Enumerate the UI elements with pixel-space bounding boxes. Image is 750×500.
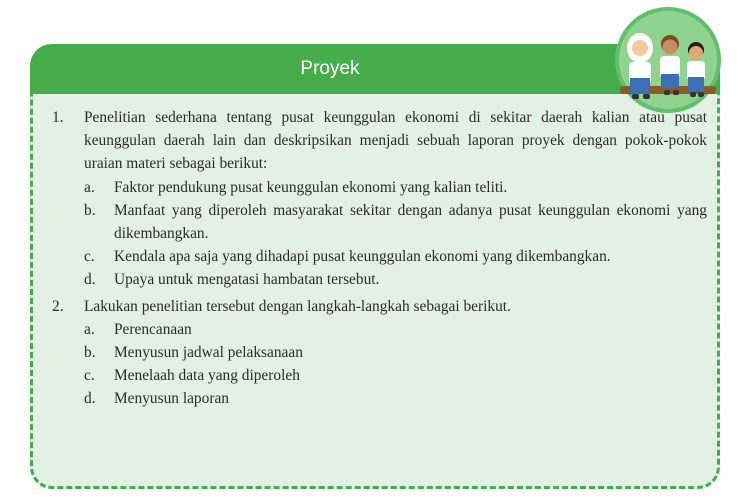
item-number: 2. — [52, 297, 64, 315]
sub-item-letter: a. — [84, 320, 95, 338]
project-title: Proyek — [300, 58, 360, 79]
sub-item-letter: b. — [84, 201, 96, 219]
sub-item — [84, 199, 707, 245]
sub-item-letter: c. — [84, 367, 95, 385]
sub-item-letter: c. — [84, 248, 95, 266]
item-number: 1. — [52, 109, 64, 126]
sub-item-text: Menelaah data yang diperoleh — [114, 367, 300, 385]
sub-item — [84, 341, 707, 364]
sub-item — [84, 268, 707, 291]
item-text: Lakukan penelitian tersebut dengan langkah-langkah sebagai berikut. — [84, 297, 511, 315]
list-item — [52, 295, 707, 318]
sub-item-letter: a. — [84, 178, 95, 196]
sub-item — [84, 176, 707, 199]
students-sitting-icon — [610, 6, 722, 114]
sub-item-text: Kendala apa saja yang dihadapi pusat keunggulan ekonomi yang dikembangkan. — [114, 248, 611, 266]
sub-item-letter: b. — [84, 344, 96, 362]
sub-item-letter: d. — [84, 271, 96, 289]
sub-item — [84, 245, 707, 268]
sub-item-text: Upaya untuk mengatasi hambatan tersebut. — [114, 271, 380, 289]
sub-item-text: Faktor pendukung pusat keunggulan ekonomi yang kalian teliti. — [114, 178, 508, 196]
sub-item-text: Menyusun laporan — [114, 390, 229, 408]
sub-item-text: Manfaat yang diperoleh masyarakat sekitar dengan adanya pusat keunggulan ekonomi yang dikembangkan. — [114, 201, 707, 243]
sub-item-text: Perencanaan — [114, 320, 192, 338]
sub-item — [84, 387, 707, 410]
item-text: Penelitian sederhana tentang pusat keunggulan ekonomi di sekitar daerah kalian atau pusat keunggulan daerah lain dan deskripsikan menjadi sebuah laporan proyek dengan pokok-pokok uraian materi sebagai berikut: — [84, 109, 707, 173]
project-content — [52, 106, 707, 411]
sub-item — [84, 318, 707, 341]
sub-item-text: Menyusun jadwal pelaksanaan — [114, 344, 303, 362]
sub-item — [84, 364, 707, 387]
sub-item-letter: d. — [84, 390, 96, 408]
list-item — [52, 106, 707, 176]
